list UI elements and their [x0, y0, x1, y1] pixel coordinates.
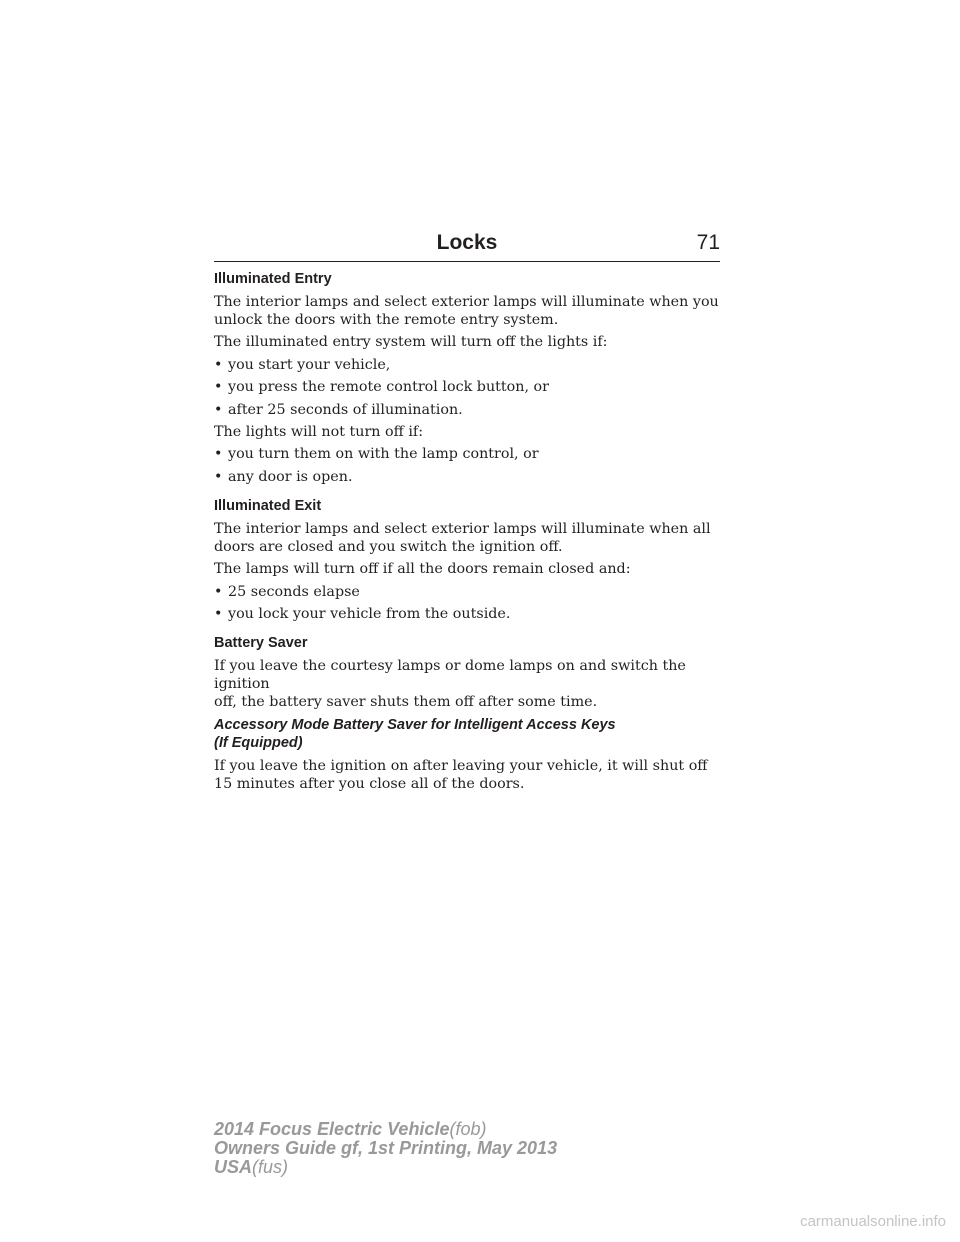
text-line: The interior lamps and select exterior lamps will illuminate when you: [214, 294, 719, 310]
paragraph-exit-turn-off: The lamps will turn off if all the doors remain closed and:: [214, 560, 631, 577]
page-number: 71: [696, 231, 720, 254]
list-item: • any door is open.: [214, 468, 724, 486]
footer-line: [214, 1139, 557, 1158]
text-line: off, the battery saver shuts them off after some time.: [214, 694, 598, 711]
bullet-list-entry-not-off: [214, 445, 724, 486]
heading-illuminated-exit: Illuminated Exit: [214, 497, 322, 514]
bullet-list-exit: [214, 583, 724, 624]
list-item: • you turn them on with the lamp control, or: [214, 445, 724, 463]
footer-line: [214, 1120, 557, 1139]
text-line: unlock the doors with the remote entry system.: [214, 312, 559, 328]
paragraph-battery-saver: [214, 657, 724, 711]
list-item: • after 25 seconds of illumination.: [214, 401, 724, 419]
page-header: [214, 229, 720, 262]
paragraph-entry-turn-off: The illuminated entry system will turn off the lights if:: [214, 334, 608, 350]
text-line: 15 minutes after you close all of the doors.: [214, 776, 525, 793]
footer-market: USA: [214, 1157, 253, 1177]
footer-vehicle: 2014 Focus Electric Vehicle: [214, 1119, 450, 1139]
watermark: carmanualsonline.info: [800, 1213, 946, 1230]
footer-market-code: (fus): [252, 1157, 289, 1177]
text-line: (If Equipped): [214, 734, 303, 751]
footer-vehicle-code: (fob): [449, 1119, 487, 1139]
paragraph-accessory-mode: [214, 757, 724, 793]
text-line: doors are closed and you switch the ignition off.: [214, 538, 563, 555]
bullet-list-entry-off: [214, 356, 724, 419]
text-line: Accessory Mode Battery Saver for Intelligent Access Keys: [214, 717, 616, 734]
text-line: The interior lamps and select exterior lamps will illuminate when all: [214, 520, 711, 537]
paragraph-entry-not-off: The lights will not turn off if:: [214, 423, 424, 440]
text-line: If you leave the courtesy lamps or dome lamps on and switch the ignition: [214, 658, 686, 693]
list-item: • you lock your vehicle from the outside.: [214, 605, 724, 623]
paragraph-entry-intro: [214, 293, 724, 329]
heading-battery-saver: Battery Saver: [214, 635, 308, 652]
page-content: [214, 270, 724, 793]
heading-illuminated-entry: Illuminated Entry: [214, 271, 332, 287]
page-title: Locks: [436, 231, 498, 254]
document-footer: [214, 1120, 557, 1177]
paragraph-exit-intro: [214, 520, 724, 556]
subheading-accessory-mode: [214, 717, 724, 752]
list-item: • 25 seconds elapse: [214, 583, 724, 601]
text-line: If you leave the ignition on after leaving your vehicle, it will shut off: [214, 758, 708, 775]
footer-guide-info: Owners Guide gf, 1st Printing, May 2013: [214, 1138, 558, 1158]
list-item: • you press the remote control lock button, or: [214, 378, 724, 396]
footer-line: [214, 1158, 557, 1177]
list-item: • you start your vehicle,: [214, 356, 724, 374]
